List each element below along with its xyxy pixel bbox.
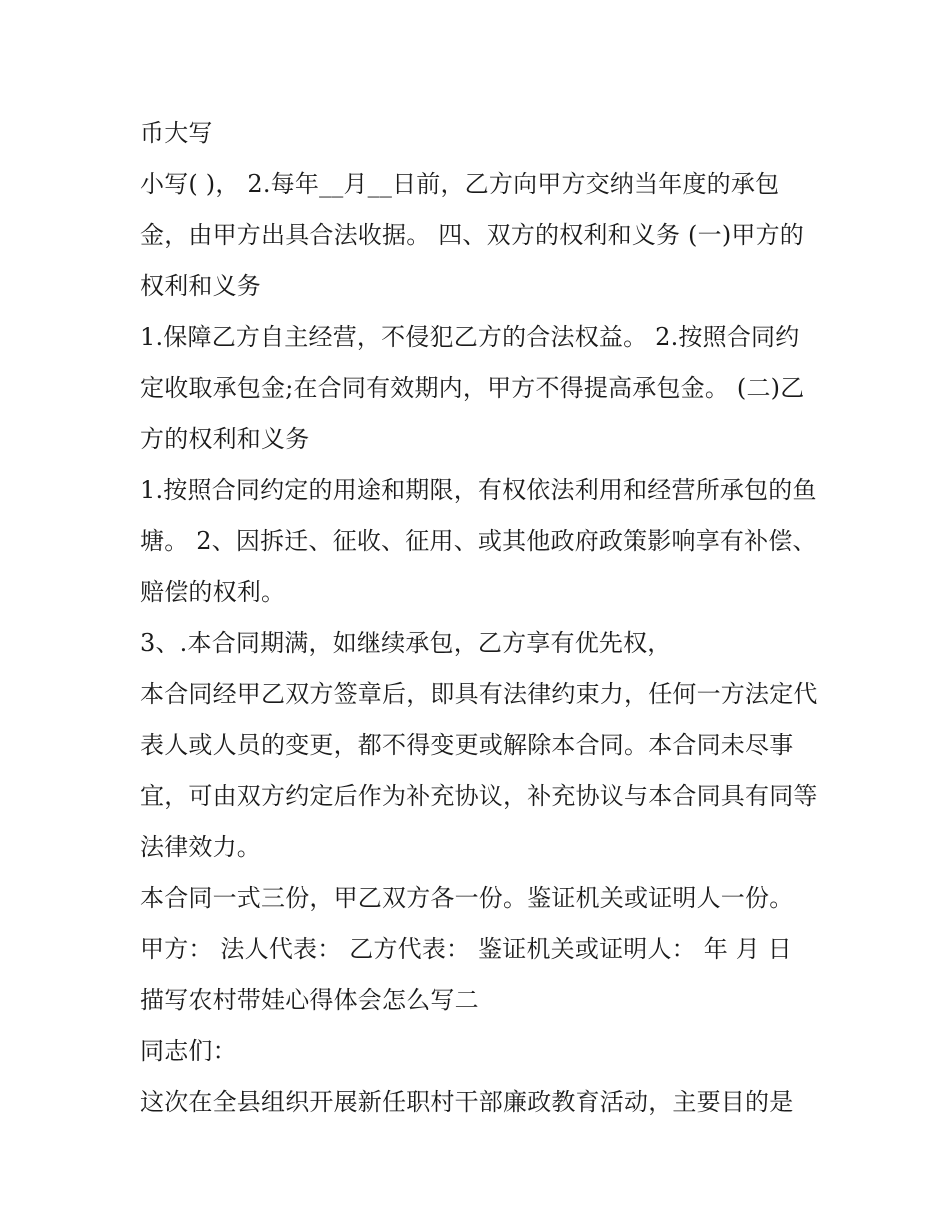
paragraph-currency-uppercase: 币大写 bbox=[140, 119, 213, 147]
paragraph-copies: 本合同一式三份，甲乙双方各一份。鉴证机关或证明人一份。 bbox=[140, 884, 794, 912]
paragraph-renewal-priority: 3、.本合同期满，如继续承包，乙方享有优先权， bbox=[140, 629, 672, 657]
document-body bbox=[140, 108, 820, 1128]
paragraph-payment-terms: 小写( )， 2.每年__月__日前，乙方向甲方交纳当年度的承包金，由甲方出具合法收据。 四、双方的权利和义务 (一)甲方的权利和义务 bbox=[140, 170, 804, 300]
paragraph-party-b-rights: 1.按照合同约定的用途和期限，有权依法利用和经营所承包的鱼塘。 2、因拆迁、征收、征用、或其他政府政策影响享有补偿、赔偿的权利。 bbox=[140, 476, 817, 606]
paragraph-speech-opening: 这次在全县组织开展新任职村干部廉政教育活动，主要目的是 bbox=[140, 1088, 794, 1116]
paragraph-greeting: 同志们： bbox=[140, 1037, 237, 1065]
paragraph-signature-line: 甲方： 法人代表： 乙方代表： 鉴证机关或证明人： 年 月 日 bbox=[140, 935, 792, 963]
paragraph-section-title: 描写农村带娃心得体会怎么写二 bbox=[140, 986, 479, 1014]
paragraph-party-a-obligations: 1.保障乙方自主经营，不侵犯乙方的合法权益。 2.按照合同约定收取承包金;在合同有效期内，甲方不得提高承包金。 (二)乙方的权利和义务 bbox=[140, 323, 805, 453]
paragraph-legal-effect: 本合同经甲乙双方签章后，即具有法律约束力，任何一方法定代表人或人员的变更，都不得变更或解除本合同。本合同未尽事宜，可由双方约定后作为补充协议，补充协议与本合同具有同等法律效力。 bbox=[140, 680, 818, 861]
